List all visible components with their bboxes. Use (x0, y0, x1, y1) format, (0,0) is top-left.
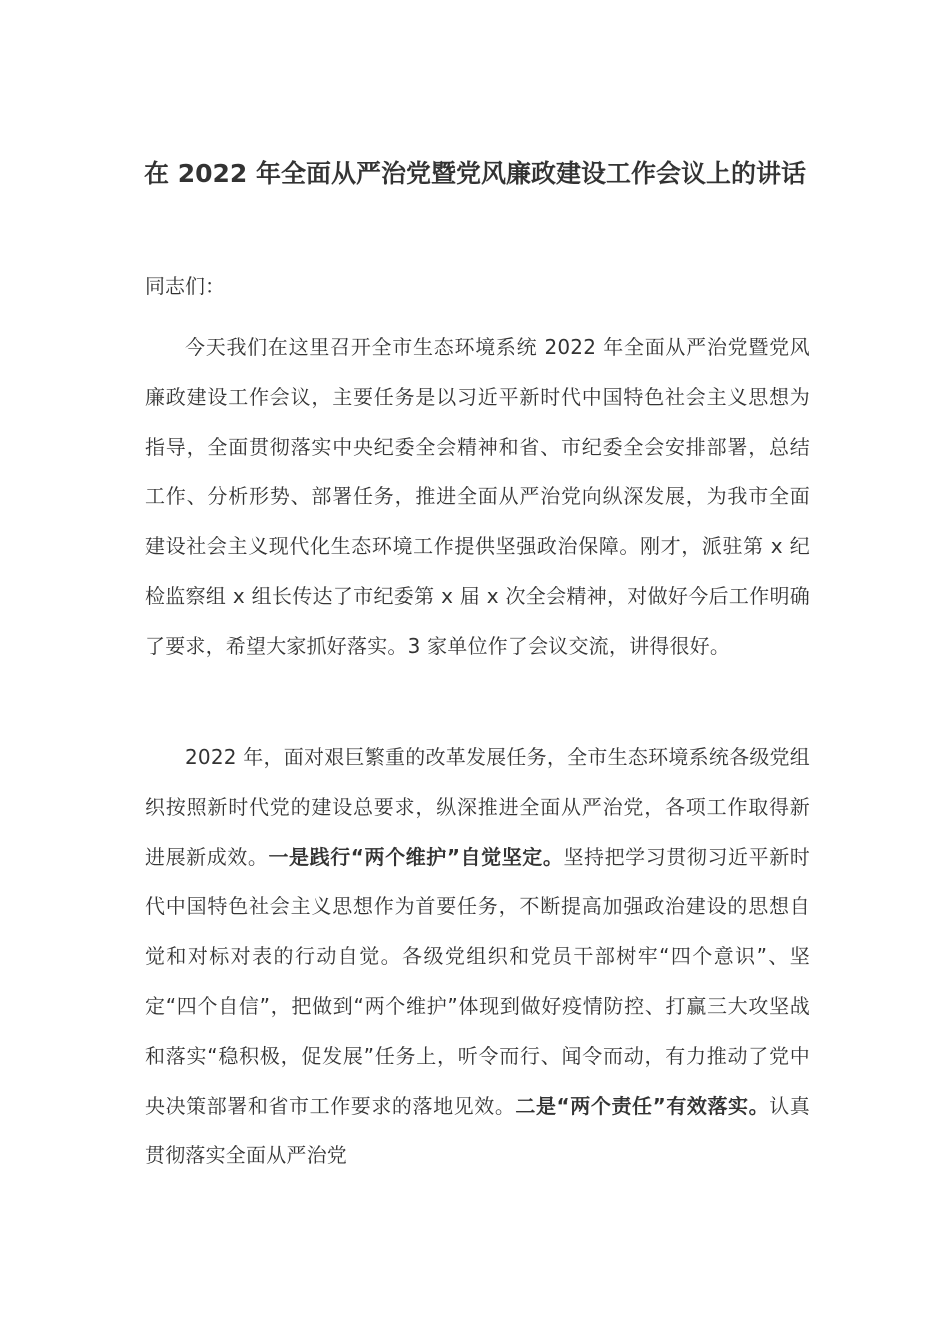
paragraph-opening: 今天我们在这里召开全市生态环境系统 2022 年全面从严治党暨党风廉政建设工作会议，主要任务是以习近平新时代中国特色社会主义思想为指导，全面贯彻落实中央纪委全会精神和省、市纪委全会安排部署，总结工作、分析形势、部署任务，推进全面从严治党向纵深发展，为我市全面建设社会主义现代化生态环境工作提供坚强政治保障。刚才，派驻第 x 纪检监察组 x 组长传达了市纪委第 x 届 x 次全会精神，对做好今后工作明确了要求，希望大家抓好落实。3 家单位作了会议交流，讲得很好。 (145, 335, 810, 658)
point-two-heading: 二是“两个责任”有效落实。 (515, 1093, 770, 1118)
document-title: 在 2022 年全面从严治党暨党风廉政建设工作会议上的讲话 (144, 159, 806, 188)
paragraph-achievements-intro: 2022 年，面对艰巨繁重的改革发展任务，全市生态环境系统各级党组织按照新时代党的建设总要求，纵深推进全面从严治党，各项工作取得新进展新成效。 (145, 745, 810, 869)
point-one-text: 坚持把学习贯彻习近平新时代中国特色社会主义思想作为首要任务，不断提高加强政治建设的思想自觉和对标对表的行动自觉。各级党组织和党员干部树牢“四个意识”、坚定“四个自信”，把做到“两个维护”体现到做好疫情防控、打赢三大攻坚战和落实“稳积极，促发展”任务上，听令而行、闻令而动，有力推动了党中央决策部署和省市工作要求的落地见效。 (145, 844, 810, 1118)
point-one-heading: 一是践行“两个维护”自觉坚定。 (268, 844, 564, 869)
point-two-text: 认真贯彻落实全面从严治党 (145, 1093, 810, 1168)
paragraph-achievements (145, 733, 810, 1181)
salutation: 同志们： (145, 274, 225, 298)
